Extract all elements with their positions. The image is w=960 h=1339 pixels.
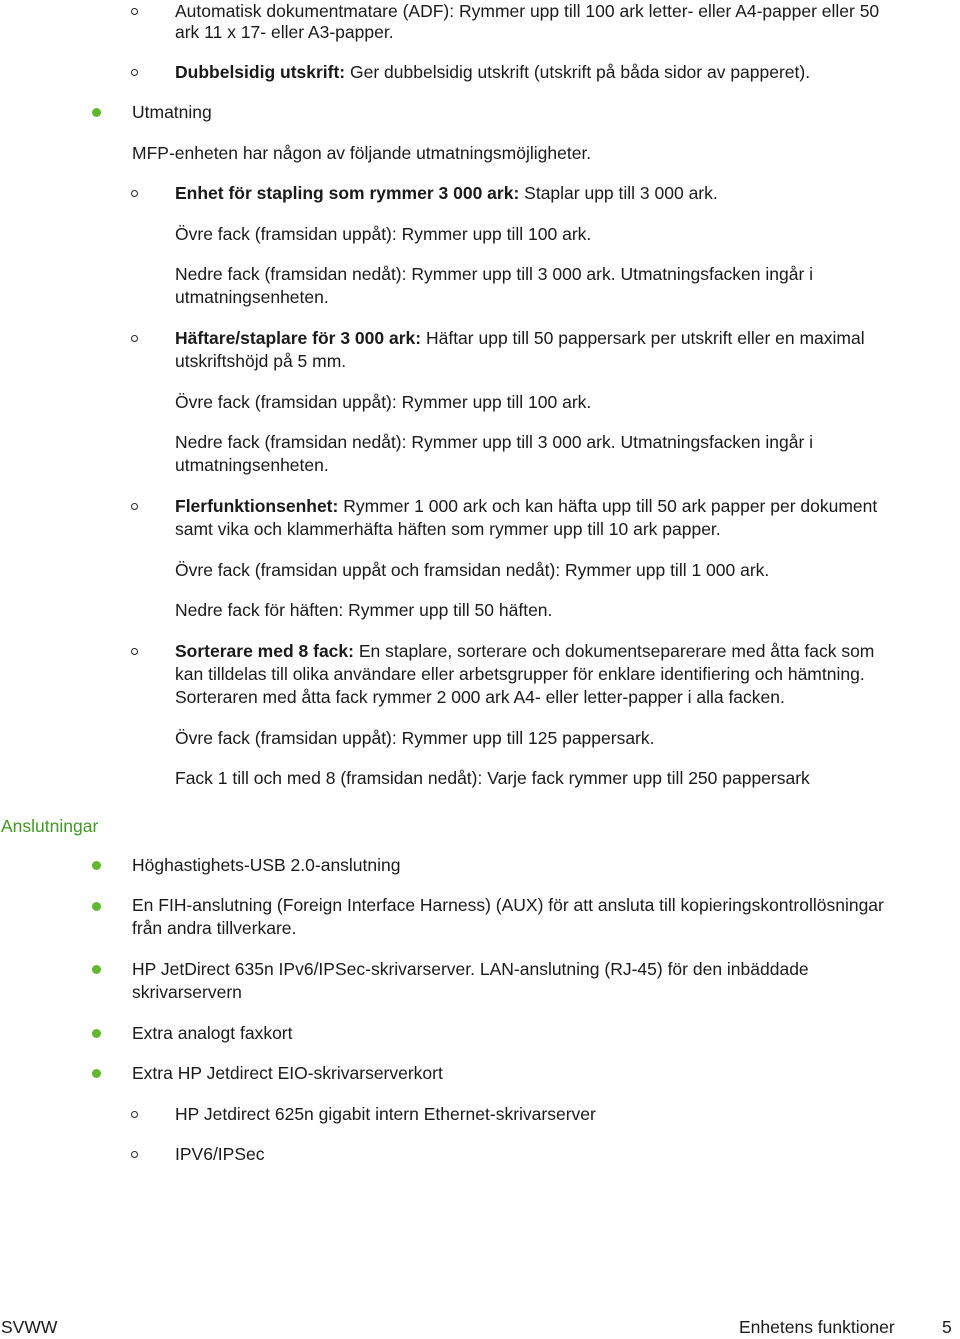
jetdirect-635n-line-2: skrivarservern <box>132 982 242 1002</box>
multifunction-line-1 <box>175 495 877 518</box>
stapler-stacker-line-2: utskriftshöjd på 5 mm. <box>175 351 347 371</box>
stapler-line <box>175 182 718 205</box>
sorter-line-3: Sorteraren med åtta fack rymmer 2 000 ark A4- eller letter-papper i alla facken. <box>175 687 785 707</box>
sub-bullet <box>131 69 138 76</box>
bullet-dot <box>92 1069 101 1078</box>
sub-bullet <box>131 190 138 197</box>
bullet-dot <box>92 965 101 974</box>
stapler-stacker-upper-tray: Övre fack (framsidan uppåt): Rymmer upp till 100 ark. <box>175 392 592 412</box>
bullet-dot <box>92 902 101 911</box>
fih-line-2: från andra tillverkare. <box>132 918 297 938</box>
bullet-dot <box>92 1029 101 1038</box>
sorter-line-2: kan tilldelas till olika användare eller arbetsgrupper för enklare identifiering och hämtning. <box>175 664 865 684</box>
stapler-stacker-lower-tray-2: utmatningsenheten. <box>175 455 329 475</box>
stapler-upper-tray: Övre fack (framsidan uppåt): Rymmer upp till 100 ark. <box>175 224 592 244</box>
jetdirect-625n-line: HP Jetdirect 625n gigabit intern Ethernet-skrivarserver <box>175 1104 596 1124</box>
sub-bullet <box>131 8 138 15</box>
multifunction-term: Flerfunktionsenhet: <box>175 496 339 516</box>
stapler-stacker-line-1 <box>175 327 865 350</box>
stapler-term: Enhet för stapling som rymmer 3 000 ark: <box>175 183 520 203</box>
bullet-dot <box>92 861 101 870</box>
sorter-upper-tray: Övre fack (framsidan uppåt): Rymmer upp till 125 pappersark. <box>175 728 655 748</box>
sorter-line-1 <box>175 640 874 663</box>
utmatning-heading: Utmatning <box>132 102 212 122</box>
duplex-line <box>175 61 810 84</box>
multifunction-booklet-tray: Nedre fack för häften: Rymmer upp till 50 häften. <box>175 600 553 620</box>
fih-line-1: En FIH-anslutning (Foreign Interface Harness) (AUX) för att ansluta till kopieringskontrollösningar <box>132 895 884 915</box>
stapler-stacker-lower-tray-1: Nedre fack (framsidan nedåt): Rymmer upp till 3 000 ark. Utmatningsfacken ingår i <box>175 432 814 452</box>
footer-title: Enhetens funktioner <box>739 1317 895 1337</box>
duplex-term: Dubbelsidig utskrift: <box>175 62 346 82</box>
usb-line: Höghastighets-USB 2.0-anslutning <box>132 855 401 875</box>
multifunction-desc: Rymmer 1 000 ark och kan häfta upp till 50 ark papper per dokument <box>338 496 878 516</box>
sorter-bins: Fack 1 till och med 8 (framsidan nedåt): Varje fack rymmer upp till 250 pappersark <box>175 768 810 788</box>
sorter-term: Sorterare med 8 fack: <box>175 641 354 661</box>
adf-line-2: ark 11 x 17- eller A3-papper. <box>175 22 394 42</box>
sub-bullet <box>131 1111 138 1118</box>
output-intro: MFP-enheten har någon av följande utmatningsmöjligheter. <box>132 143 592 163</box>
footer-page-number: 5 <box>942 1317 952 1337</box>
sorter-desc: En staplare, sorterare och dokumentseparerare med åtta fack som <box>353 641 875 661</box>
multifunction-upper-tray: Övre fack (framsidan uppåt och framsidan nedåt): Rymmer upp till 1 000 ark. <box>175 560 770 580</box>
section-heading-anslutningar: Anslutningar <box>1 816 99 836</box>
stapler-desc: Staplar upp till 3 000 ark. <box>519 183 718 203</box>
sub-bullet <box>131 1151 138 1158</box>
stapler-lower-tray-2: utmatningsenheten. <box>175 287 329 307</box>
multifunction-line-2: samt vika och klammerhäfta häften som rymmer upp till 10 ark papper. <box>175 519 721 539</box>
sub-bullet <box>131 648 138 655</box>
footer-left: SVWW <box>1 1317 58 1337</box>
stapler-stacker-desc: Häftar upp till 50 pappersark per utskrift eller en maximal <box>421 328 865 348</box>
duplex-desc: Ger dubbelsidig utskrift (utskrift på båda sidor av papperet). <box>345 62 811 82</box>
adf-line-1: Automatisk dokumentmatare (ADF): Rymmer upp till 100 ark letter- eller A4-papper eller 50 <box>175 1 880 21</box>
eio-card-line: Extra HP Jetdirect EIO-skrivarserverkort <box>132 1063 443 1083</box>
stapler-stacker-term: Häftare/staplare för 3 000 ark: <box>175 328 422 348</box>
sub-bullet <box>131 335 138 342</box>
bullet-dot <box>92 108 101 117</box>
ipv6-line: IPV6/IPSec <box>175 1144 265 1164</box>
fax-card-line: Extra analogt faxkort <box>132 1023 293 1043</box>
jetdirect-635n-line-1: HP JetDirect 635n IPv6/IPSec-skrivarserver. LAN-anslutning (RJ-45) för den inbäddade <box>132 959 809 979</box>
stapler-lower-tray-1: Nedre fack (framsidan nedåt): Rymmer upp till 3 000 ark. Utmatningsfacken ingår i <box>175 264 814 284</box>
sub-bullet <box>131 503 138 510</box>
